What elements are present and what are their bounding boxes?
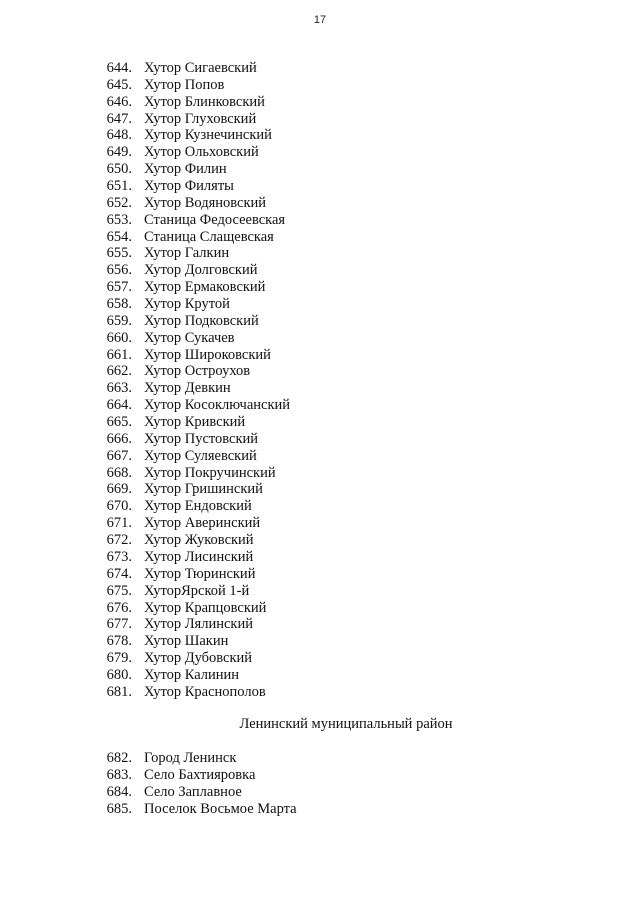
item-name: Хутор Галкин — [144, 245, 230, 262]
item-number: 648. — [106, 127, 132, 144]
list-item — [96, 566, 290, 583]
list-item — [96, 498, 290, 515]
item-number: 654. — [106, 228, 132, 245]
list-item — [96, 127, 290, 144]
list-item — [96, 431, 290, 448]
list-item — [96, 178, 290, 195]
item-name: Село Заплавное — [144, 783, 242, 800]
item-number: 647. — [106, 110, 132, 127]
item-number: 659. — [106, 312, 132, 329]
list-item — [96, 94, 290, 111]
item-number: 683. — [106, 766, 132, 783]
item-number: 669. — [106, 481, 132, 498]
item-name: Хутор Тюринский — [144, 565, 256, 582]
item-number: 682. — [106, 750, 132, 766]
list-item — [96, 313, 290, 330]
item-number: 685. — [106, 800, 132, 817]
item-number: 651. — [106, 178, 132, 195]
list-item — [96, 111, 290, 128]
item-number: 658. — [106, 296, 132, 313]
item-number: 653. — [106, 211, 132, 228]
item-number: 678. — [106, 633, 132, 650]
list-item — [96, 380, 290, 397]
item-name: Хутор Долговский — [144, 262, 258, 279]
item-number: 672. — [106, 532, 132, 549]
item-name: Хутор Покручинский — [144, 464, 276, 481]
item-number: 655. — [106, 245, 132, 262]
list-item — [96, 750, 297, 767]
item-name: Хутор Остроухов — [144, 363, 251, 380]
item-name: Хутор Ольховский — [144, 144, 259, 161]
list-item — [96, 77, 290, 94]
item-number: 677. — [106, 616, 132, 633]
item-name: Хутор Калинин — [144, 666, 240, 683]
list-item — [96, 296, 290, 313]
item-name: Хутор Пустовский — [144, 430, 259, 447]
list-item — [96, 245, 290, 262]
list-item — [96, 212, 290, 229]
item-name: Станица Слащевская — [144, 228, 274, 245]
page-number: 17 — [313, 14, 327, 26]
item-number: 662. — [106, 363, 132, 380]
item-name: Хутор Попов — [144, 76, 225, 93]
item-number: 657. — [106, 279, 132, 296]
list-item — [96, 583, 290, 600]
item-name: Хутор Крапцовский — [144, 599, 267, 616]
item-number: 665. — [106, 414, 132, 431]
item-name: Хутор Косоключанский — [144, 397, 291, 414]
settlement-list — [96, 60, 290, 701]
list-item — [96, 801, 297, 818]
item-name: Хутор Крутой — [144, 296, 230, 313]
item-name: Хутор Подковский — [144, 312, 259, 329]
list-item — [96, 229, 290, 246]
item-number: 650. — [106, 161, 132, 178]
list-item — [96, 414, 290, 431]
list-item — [96, 767, 297, 784]
list-item — [96, 144, 290, 161]
item-number: 649. — [106, 144, 132, 161]
item-name: Хутор Сукачев — [144, 329, 235, 346]
item-name: Хутор Ендовский — [144, 498, 252, 515]
item-name: Хутор Блинковский — [144, 93, 265, 110]
item-name: Хутор Аверинский — [144, 515, 261, 532]
item-name: Хутор Широковский — [144, 346, 271, 363]
list-item — [96, 616, 290, 633]
list-item — [96, 684, 290, 701]
list-item — [96, 330, 290, 347]
item-number: 644. — [106, 60, 132, 76]
item-name: Хутор Сигаевский — [144, 60, 257, 76]
item-name: Город Ленинск — [144, 750, 237, 766]
item-name: Станица Федосеевская — [144, 211, 286, 228]
item-name: Хутор Ермаковский — [144, 279, 266, 296]
item-name: Хутор Девкин — [144, 380, 231, 397]
list-item — [96, 600, 290, 617]
list-item — [96, 363, 290, 380]
list-item — [96, 465, 290, 482]
item-number: 664. — [106, 397, 132, 414]
list-item — [96, 549, 290, 566]
item-number: 675. — [106, 582, 132, 599]
item-name: Хутор Лялинский — [144, 616, 253, 633]
item-number: 670. — [106, 498, 132, 515]
item-name: Хутор Водяновский — [144, 194, 267, 211]
item-name: Хутор Кузнечинский — [144, 127, 272, 144]
list-item — [96, 650, 290, 667]
list-item — [96, 60, 290, 77]
item-name: Хутор Лисинский — [144, 548, 254, 565]
item-number: 681. — [106, 683, 132, 700]
item-name: Село Бахтияровка — [144, 766, 256, 783]
item-number: 656. — [106, 262, 132, 279]
item-number: 668. — [106, 464, 132, 481]
item-number: 674. — [106, 565, 132, 582]
list-item — [96, 195, 290, 212]
list-item — [96, 347, 290, 364]
list-item — [96, 448, 290, 465]
item-name: Хутор Жуковский — [144, 532, 254, 549]
item-number: 661. — [106, 346, 132, 363]
item-number: 673. — [106, 548, 132, 565]
list-item — [96, 532, 290, 549]
list-item — [96, 667, 290, 684]
item-number: 680. — [106, 666, 132, 683]
settlement-list-leninsky — [96, 750, 297, 817]
item-name: Хутор Кривский — [144, 414, 246, 431]
item-name: Хутор Филяты — [144, 178, 234, 195]
list-item — [96, 784, 297, 801]
list-item — [96, 397, 290, 414]
item-name: Поселок Восьмое Марта — [144, 800, 297, 817]
item-name: Хутор Глуховский — [144, 110, 257, 127]
item-number: 684. — [106, 783, 132, 800]
item-name: Хутор Суляевский — [144, 447, 257, 464]
list-item — [96, 515, 290, 532]
item-name: Хутор Гришинский — [144, 481, 263, 498]
item-number: 679. — [106, 650, 132, 667]
item-name: Хутор Шакин — [144, 633, 229, 650]
list-item — [96, 262, 290, 279]
item-name: Хутор Краснополов — [144, 683, 266, 700]
list-item — [96, 633, 290, 650]
item-number: 660. — [106, 329, 132, 346]
list-item — [96, 161, 290, 178]
list-item — [96, 481, 290, 498]
item-name: ХуторЯрской 1-й — [144, 582, 250, 599]
list-item — [96, 279, 290, 296]
item-number: 666. — [106, 430, 132, 447]
item-number: 652. — [106, 194, 132, 211]
item-number: 663. — [106, 380, 132, 397]
section-heading: Ленинский муниципальный район — [239, 716, 453, 732]
item-name: Хутор Филин — [144, 161, 227, 178]
item-number: 645. — [106, 76, 132, 93]
item-number: 671. — [106, 515, 132, 532]
item-number: 646. — [106, 93, 132, 110]
item-number: 667. — [106, 447, 132, 464]
item-number: 676. — [106, 599, 132, 616]
item-name: Хутор Дубовский — [144, 650, 253, 667]
